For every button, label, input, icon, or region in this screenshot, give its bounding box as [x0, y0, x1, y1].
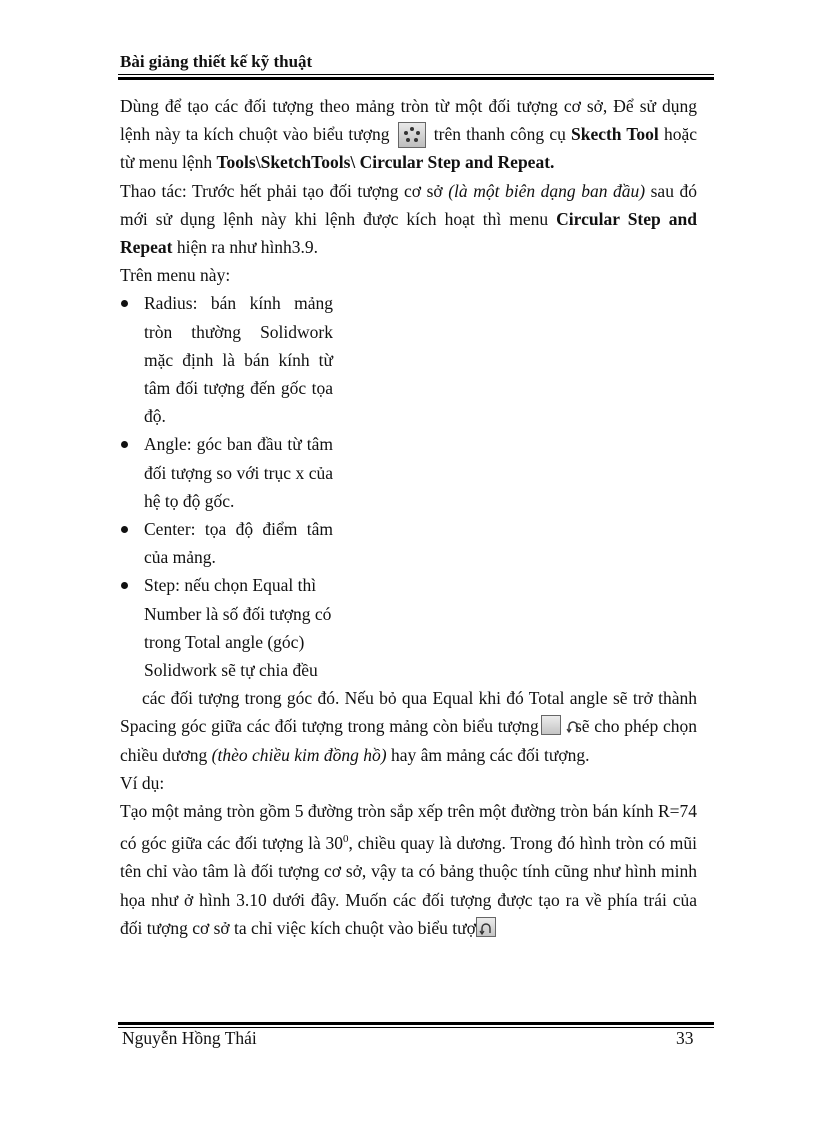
- paragraph-intro: Dùng để tạo các đối tượng theo mảng tròn từ một đối tượng cơ sở, Để sử dụng lệnh này ta kích chuột vào biểu tượng trên thanh công cụ Skecth Tool hoặc từ menu lệnh Tools\SketchTools\ Circular Step and Repeat.: [120, 96, 697, 173]
- paragraph-example-label: Ví dụ:: [120, 772, 165, 793]
- header-rule-thin: [118, 74, 714, 75]
- bullet-item-step: Step: nếu chọn Equal thì Number là số đối tượng có trong Total angle (góc) Solidwork sẽ tự chia đều: [120, 571, 333, 684]
- reverse-direction-icon: [541, 715, 561, 735]
- bullet-item-center: Center: tọa độ điểm tâm của mảng.: [120, 515, 333, 571]
- bullet-list: [120, 289, 333, 684]
- circular-repeat-icon: [398, 122, 426, 148]
- page-header-title: Bài giảng thiết kế kỹ thuật: [120, 52, 313, 71]
- paragraph-step-continued: các đối tượng trong góc đó. Nếu bỏ qua Equal khi đó Total angle sẽ trở thành Spacing góc giữa các đối tượng trong mảng còn biểu tượng sẽ cho phép chọn chiều dương (thèo chiều kim đồng hồ) hay âm mảng các đối tượng.: [120, 688, 698, 765]
- footer-author: Nguyễn Hồng Thái: [122, 1028, 257, 1048]
- footer-rule-thick: [118, 1022, 714, 1025]
- paragraph-operation: Thao tác: Trước hết phải tạo đối tượng cơ sở (là một biên dạng ban đầu) sau đó mới sử dụng lệnh này khi lệnh được kích hoạt thì menu Circular Step and Repeat hiện ra như hình3.9.: [120, 180, 698, 258]
- footer-page-number: 33: [676, 1028, 694, 1048]
- reverse-direction-icon: [476, 917, 496, 937]
- paragraph-menu-intro: Trên menu này:: [120, 265, 231, 286]
- header-rule-thick: [118, 77, 714, 80]
- bullet-item-radius: Radius: bán kính mảng tròn thường Solidwork mặc định là bán kính từ tâm đối tượng đến gốc tọa độ.: [120, 289, 333, 430]
- paragraph-example: Tạo một mảng tròn gồm 5 đường tròn sắp xếp trên một đường tròn bán kính R=74 có góc giữa các đối tượng là $30^0$, chiều quay là dương. Trong đó hình tròn có mũi tên chỉ vào tâm là đối tượng cơ sở, vậy ta có bảng thuộc tính cũng như hình minh họa như ở hình 3.10 dưới đây. Muốn các đối tượng được tạo ra về phía trái của đối tượng cơ sở ta chỉ việc kích chuột vào biểu tượ: [120, 801, 697, 938]
- page-content: [120, 92, 697, 942]
- bullet-item-angle: Angle: góc ban đầu từ tâm đối tượng so với trục x của hệ tọ độ gốc.: [120, 430, 333, 515]
